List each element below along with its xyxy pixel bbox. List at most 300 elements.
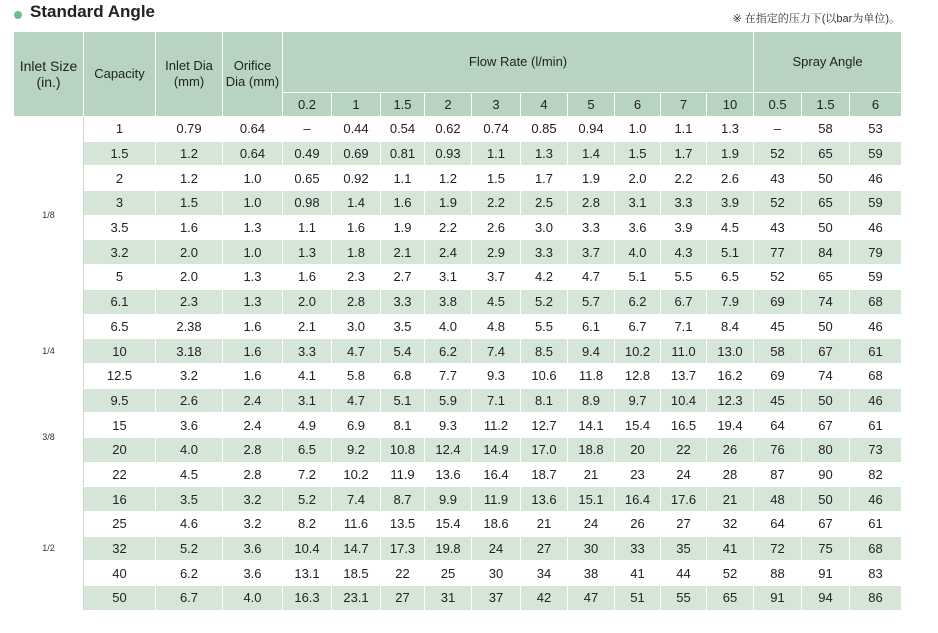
table-cell: 30	[568, 536, 615, 561]
col-inlet-dia: Inlet Dia (mm)	[156, 32, 223, 117]
table-cell: 75	[802, 536, 850, 561]
table-cell: 68	[850, 536, 902, 561]
table-cell: 3.5	[156, 487, 223, 512]
table-cell: 13.0	[707, 339, 754, 364]
col-orifice-dia: Orifice Dia (mm)	[223, 32, 283, 117]
table-cell: 48	[754, 487, 802, 512]
table-row	[14, 215, 902, 240]
table-cell: 42	[521, 586, 568, 611]
table-cell: 3.6	[156, 413, 223, 438]
table-cell: 4.7	[568, 265, 615, 290]
table-cell: 50	[84, 586, 156, 611]
flow-pressure-header: 7	[661, 93, 707, 117]
table-cell: 5.8	[332, 363, 381, 388]
table-cell: 9.7	[615, 388, 661, 413]
flow-pressure-header: 3	[472, 93, 521, 117]
table-cell: 12.4	[425, 437, 472, 462]
table-cell: 6.9	[332, 413, 381, 438]
table-cell: 4.8	[472, 314, 521, 339]
table-cell: 88	[754, 561, 802, 586]
flow-pressure-header: 1.5	[381, 93, 425, 117]
table-cell: 52	[754, 191, 802, 216]
table-cell: 5.9	[425, 388, 472, 413]
table-cell: 1.9	[381, 215, 425, 240]
table-cell: 58	[754, 339, 802, 364]
table-cell: 45	[754, 388, 802, 413]
table-cell: 17.6	[661, 487, 707, 512]
table-cell: 3.6	[615, 215, 661, 240]
page-title: Standard Angle	[30, 2, 155, 21]
table-cell: 5.1	[381, 388, 425, 413]
table-cell: 3.3	[283, 339, 332, 364]
table-cell: 20	[615, 437, 661, 462]
table-cell: 6.1	[568, 314, 615, 339]
table-cell: 7.9	[707, 289, 754, 314]
table-cell: 12.7	[521, 413, 568, 438]
table-cell: 59	[850, 191, 902, 216]
table-cell: 7.2	[283, 462, 332, 487]
table-cell: 10.2	[332, 462, 381, 487]
table-row	[14, 413, 902, 438]
table-cell: 3.9	[661, 215, 707, 240]
table-cell: 11.6	[332, 512, 381, 537]
table-cell: 43	[754, 215, 802, 240]
table-cell: 9.5	[84, 388, 156, 413]
table-cell: 2.7	[381, 265, 425, 290]
table-cell: 1.3	[223, 289, 283, 314]
table-cell: 3	[84, 191, 156, 216]
table-cell: 7.1	[661, 314, 707, 339]
table-cell: 24	[568, 512, 615, 537]
table-cell: 27	[521, 536, 568, 561]
table-cell: 1.2	[425, 166, 472, 191]
table-cell: 32	[84, 536, 156, 561]
table-cell: 27	[381, 586, 425, 611]
table-cell: 6.2	[615, 289, 661, 314]
table-cell: 1	[84, 117, 156, 142]
table-cell: 16.4	[615, 487, 661, 512]
table-cell: 91	[802, 561, 850, 586]
table-cell: 13.5	[381, 512, 425, 537]
table-cell: 80	[802, 437, 850, 462]
table-row	[14, 437, 902, 462]
table-cell: 53	[850, 117, 902, 142]
table-cell: 4.1	[283, 363, 332, 388]
table-cell: 10.4	[283, 536, 332, 561]
table-cell: 9.3	[472, 363, 521, 388]
flow-pressure-header: 10	[707, 93, 754, 117]
table-cell: 2.3	[332, 265, 381, 290]
table-cell: 35	[661, 536, 707, 561]
table-cell: 14.7	[332, 536, 381, 561]
table-cell: 0.54	[381, 117, 425, 142]
table-cell: 7.1	[472, 388, 521, 413]
table-cell: –	[754, 117, 802, 142]
inlet-size-cell: 1/2	[14, 487, 84, 610]
inlet-size-cell: 3/8	[14, 388, 84, 487]
table-cell: 3.8	[425, 289, 472, 314]
table-row	[14, 462, 902, 487]
table-cell: 2.2	[425, 215, 472, 240]
table-cell: 2.4	[425, 240, 472, 265]
table-cell: 4.5	[707, 215, 754, 240]
table-cell: 3.5	[84, 215, 156, 240]
table-cell: 79	[850, 240, 902, 265]
table-cell: 65	[802, 141, 850, 166]
table-cell: 23.1	[332, 586, 381, 611]
spray-pressure-header: 1.5	[802, 93, 850, 117]
table-cell: 64	[754, 413, 802, 438]
table-cell: 5.4	[381, 339, 425, 364]
table-cell: 18.8	[568, 437, 615, 462]
table-cell: 61	[850, 339, 902, 364]
table-cell: 15.4	[615, 413, 661, 438]
table-cell: 13.7	[661, 363, 707, 388]
table-cell: 8.4	[707, 314, 754, 339]
table-cell: 18.5	[332, 561, 381, 586]
table-cell: 0.79	[156, 117, 223, 142]
table-cell: 7.7	[425, 363, 472, 388]
table-cell: 4.5	[472, 289, 521, 314]
table-cell: 50	[802, 388, 850, 413]
table-cell: 46	[850, 314, 902, 339]
table-cell: 3.3	[521, 240, 568, 265]
table-cell: 1.6	[381, 191, 425, 216]
table-row	[14, 265, 902, 290]
table-cell: 2.2	[472, 191, 521, 216]
flow-pressure-header: 4	[521, 93, 568, 117]
table-cell: 1.2	[156, 141, 223, 166]
table-cell: 73	[850, 437, 902, 462]
table-cell: 50	[802, 314, 850, 339]
table-cell: 47	[568, 586, 615, 611]
table-row	[14, 141, 902, 166]
table-cell: 1.9	[707, 141, 754, 166]
table-cell: 52	[707, 561, 754, 586]
table-cell: 40	[84, 561, 156, 586]
table-cell: 84	[802, 240, 850, 265]
table-cell: 7.4	[472, 339, 521, 364]
table-cell: 6.1	[84, 289, 156, 314]
table-cell: 22	[84, 462, 156, 487]
table-cell: 23	[615, 462, 661, 487]
inlet-size-cell: 1/4	[14, 314, 84, 388]
flow-pressure-header: 0.2	[283, 93, 332, 117]
table-cell: 46	[850, 487, 902, 512]
table-cell: 3.5	[381, 314, 425, 339]
table-cell: 52	[754, 265, 802, 290]
table-cell: 3.6	[223, 561, 283, 586]
table-cell: 0.64	[223, 141, 283, 166]
table-cell: 5.5	[661, 265, 707, 290]
table-cell: 4.2	[521, 265, 568, 290]
table-cell: 1.7	[661, 141, 707, 166]
table-cell: 12.8	[615, 363, 661, 388]
table-cell: 21	[521, 512, 568, 537]
table-cell: 1.1	[661, 117, 707, 142]
table-cell: 41	[615, 561, 661, 586]
table-cell: 2.8	[223, 462, 283, 487]
table-cell: 9.4	[568, 339, 615, 364]
table-cell: 6.2	[425, 339, 472, 364]
bullet-dot-icon	[14, 11, 22, 19]
table-cell: 0.65	[283, 166, 332, 191]
table-cell: 20	[84, 437, 156, 462]
table-cell: 22	[381, 561, 425, 586]
table-cell: 15.4	[425, 512, 472, 537]
table-cell: 5.2	[521, 289, 568, 314]
table-cell: 9.9	[425, 487, 472, 512]
table-cell: 4.0	[156, 437, 223, 462]
table-cell: 8.9	[568, 388, 615, 413]
table-cell: 10	[84, 339, 156, 364]
table-cell: 19.4	[707, 413, 754, 438]
table-row	[14, 561, 902, 586]
table-cell: 2	[84, 166, 156, 191]
table-cell: 65	[802, 191, 850, 216]
table-cell: 86	[850, 586, 902, 611]
table-cell: 8.1	[521, 388, 568, 413]
table-cell: 1.4	[332, 191, 381, 216]
table-cell: 4.0	[615, 240, 661, 265]
table-cell: 0.49	[283, 141, 332, 166]
table-cell: 4.0	[425, 314, 472, 339]
table-cell: 69	[754, 289, 802, 314]
table-cell: 76	[754, 437, 802, 462]
table-cell: 12.3	[707, 388, 754, 413]
table-cell: 52	[754, 141, 802, 166]
col-inlet-size: Inlet Size (in.)	[14, 32, 84, 117]
table-cell: 4.7	[332, 339, 381, 364]
table-cell: 3.3	[381, 289, 425, 314]
table-cell: 8.2	[283, 512, 332, 537]
table-cell: 10.8	[381, 437, 425, 462]
table-cell: 4.6	[156, 512, 223, 537]
table-cell: 67	[802, 512, 850, 537]
table-cell: 0.98	[283, 191, 332, 216]
table-cell: 0.94	[568, 117, 615, 142]
table-cell: 2.8	[568, 191, 615, 216]
table-cell: 1.8	[332, 240, 381, 265]
table-cell: 14.1	[568, 413, 615, 438]
table-cell: 28	[707, 462, 754, 487]
table-cell: 90	[802, 462, 850, 487]
table-cell: 21	[568, 462, 615, 487]
table-cell: 5.5	[521, 314, 568, 339]
table-cell: 46	[850, 166, 902, 191]
inlet-size-cell: 1/8	[14, 117, 84, 315]
table-cell: 11.9	[381, 462, 425, 487]
table-row	[14, 166, 902, 191]
table-cell: 1.6	[223, 314, 283, 339]
table-cell: 58	[802, 117, 850, 142]
table-cell: 1.2	[156, 166, 223, 191]
table-cell: 31	[425, 586, 472, 611]
table-cell: 3.3	[661, 191, 707, 216]
table-cell: 69	[754, 363, 802, 388]
table-cell: 17.0	[521, 437, 568, 462]
table-cell: 10.4	[661, 388, 707, 413]
table-row	[14, 536, 902, 561]
table-cell: 0.44	[332, 117, 381, 142]
table-cell: 1.5	[615, 141, 661, 166]
table-cell: 0.74	[472, 117, 521, 142]
table-cell: 11.8	[568, 363, 615, 388]
table-cell: 94	[802, 586, 850, 611]
table-cell: 6.5	[283, 437, 332, 462]
table-cell: 16.4	[472, 462, 521, 487]
table-cell: 1.5	[472, 166, 521, 191]
table-cell: 0.85	[521, 117, 568, 142]
table-cell: 0.93	[425, 141, 472, 166]
table-cell: 5	[84, 265, 156, 290]
table-cell: 6.7	[615, 314, 661, 339]
table-cell: 3.7	[568, 240, 615, 265]
table-row	[14, 363, 902, 388]
table-row	[14, 117, 902, 142]
table-cell: 2.8	[223, 437, 283, 462]
table-cell: 8.7	[381, 487, 425, 512]
table-cell: 11.2	[472, 413, 521, 438]
table-cell: 68	[850, 289, 902, 314]
table-cell: 5.1	[615, 265, 661, 290]
table-cell: 32	[707, 512, 754, 537]
table-row	[14, 289, 902, 314]
pressure-note: ※ 在指定的压力下(以bar为单位)。	[732, 13, 900, 25]
table-cell: 0.62	[425, 117, 472, 142]
table-cell: 1.6	[156, 215, 223, 240]
table-cell: 74	[802, 289, 850, 314]
table-cell: 82	[850, 462, 902, 487]
table-cell: 5.2	[283, 487, 332, 512]
table-cell: 37	[472, 586, 521, 611]
table-cell: 2.5	[521, 191, 568, 216]
table-cell: 41	[707, 536, 754, 561]
table-cell: 12.5	[84, 363, 156, 388]
table-cell: 2.0	[283, 289, 332, 314]
table-cell: 91	[754, 586, 802, 611]
table-cell: 6.7	[661, 289, 707, 314]
table-cell: 1.4	[568, 141, 615, 166]
table-cell: 2.3	[156, 289, 223, 314]
table-cell: 4.3	[661, 240, 707, 265]
table-cell: 22	[661, 437, 707, 462]
table-cell: 1.3	[223, 215, 283, 240]
table-cell: 87	[754, 462, 802, 487]
table-cell: 1.3	[707, 117, 754, 142]
table-cell: 3.0	[332, 314, 381, 339]
table-row	[14, 191, 902, 216]
table-cell: 3.3	[568, 215, 615, 240]
table-cell: 18.6	[472, 512, 521, 537]
table-cell: 16.3	[283, 586, 332, 611]
table-cell: 25	[425, 561, 472, 586]
table-cell: 2.0	[156, 240, 223, 265]
table-cell: 3.9	[707, 191, 754, 216]
table-cell: 7.4	[332, 487, 381, 512]
table-cell: 26	[615, 512, 661, 537]
table-cell: 25	[84, 512, 156, 537]
table-cell: 27	[661, 512, 707, 537]
table-cell: 3.1	[283, 388, 332, 413]
table-cell: 0.69	[332, 141, 381, 166]
table-cell: 33	[615, 536, 661, 561]
table-cell: 1.3	[283, 240, 332, 265]
flow-pressure-header: 5	[568, 93, 615, 117]
table-cell: 65	[707, 586, 754, 611]
table-cell: 11.0	[661, 339, 707, 364]
table-cell: 1.7	[521, 166, 568, 191]
flow-pressure-header: 6	[615, 93, 661, 117]
table-cell: 8.1	[381, 413, 425, 438]
table-cell: 64	[754, 512, 802, 537]
table-cell: 19.8	[425, 536, 472, 561]
table-cell: 45	[754, 314, 802, 339]
table-cell: 3.18	[156, 339, 223, 364]
table-cell: 3.2	[84, 240, 156, 265]
table-cell: 77	[754, 240, 802, 265]
table-cell: 44	[661, 561, 707, 586]
table-cell: 1.6	[223, 339, 283, 364]
table-cell: 55	[661, 586, 707, 611]
table-cell: 24	[472, 536, 521, 561]
table-cell: 0.92	[332, 166, 381, 191]
flow-pressure-header: 1	[332, 93, 381, 117]
table-cell: 61	[850, 413, 902, 438]
table-cell: 2.0	[156, 265, 223, 290]
group-spray-angle: Spray Angle	[754, 32, 902, 93]
table-cell: 51	[615, 586, 661, 611]
table-cell: 6.7	[156, 586, 223, 611]
table-cell: 59	[850, 141, 902, 166]
table-cell: 2.1	[283, 314, 332, 339]
table-cell: 74	[802, 363, 850, 388]
table-cell: 59	[850, 265, 902, 290]
table-cell: 14.9	[472, 437, 521, 462]
table-cell: 21	[707, 487, 754, 512]
table-cell: 16.2	[707, 363, 754, 388]
table-cell: 1.1	[381, 166, 425, 191]
table-cell: 16.5	[661, 413, 707, 438]
table-cell: 2.6	[472, 215, 521, 240]
table-cell: 1.3	[223, 265, 283, 290]
table-cell: 3.0	[521, 215, 568, 240]
table-cell: 16	[84, 487, 156, 512]
table-cell: 50	[802, 215, 850, 240]
table-cell: 15	[84, 413, 156, 438]
table-cell: 3.1	[425, 265, 472, 290]
table-cell: 3.1	[615, 191, 661, 216]
table-cell: 8.5	[521, 339, 568, 364]
table-cell: 13.6	[425, 462, 472, 487]
table-cell: 1.6	[283, 265, 332, 290]
table-cell: 3.6	[223, 536, 283, 561]
table-cell: 83	[850, 561, 902, 586]
table-cell: 61	[850, 512, 902, 537]
table-cell: 9.3	[425, 413, 472, 438]
table-cell: 65	[802, 265, 850, 290]
table-cell: 5.1	[707, 240, 754, 265]
table-cell: 1.5	[84, 141, 156, 166]
table-row	[14, 586, 902, 611]
table-cell: 17.3	[381, 536, 425, 561]
table-cell: 1.0	[223, 240, 283, 265]
table-cell: 5.2	[156, 536, 223, 561]
page-header	[0, 0, 938, 30]
table-cell: 4.9	[283, 413, 332, 438]
table-cell: 6.8	[381, 363, 425, 388]
table-cell: 2.1	[381, 240, 425, 265]
